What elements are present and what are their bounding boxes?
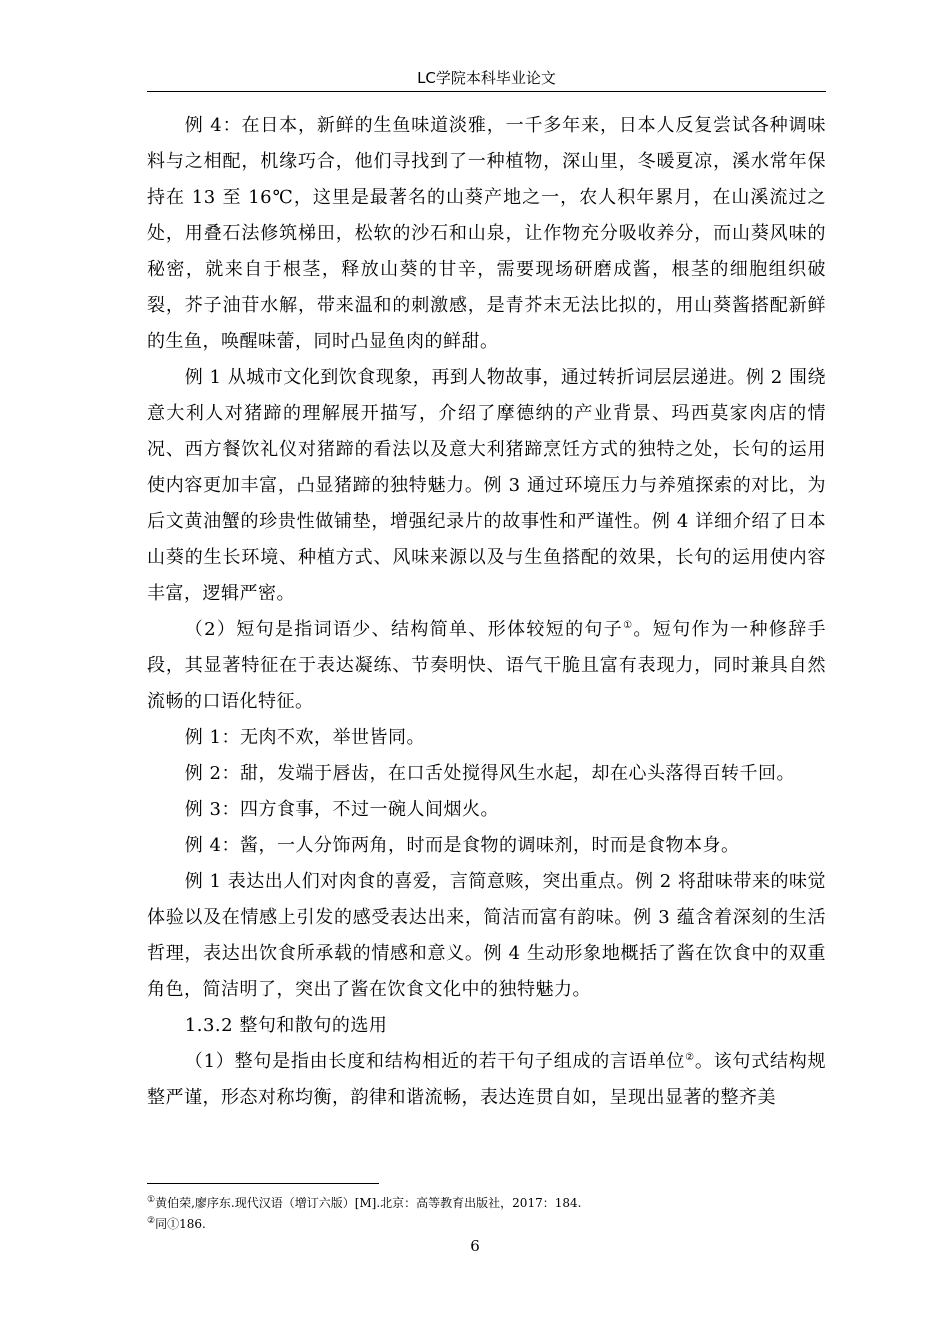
footnote-mark: ① bbox=[147, 1195, 156, 1205]
page-header-title: LC学院本科毕业论文 bbox=[417, 69, 556, 87]
paragraph-long-sentence-analysis: 例 1 从城市文化到饮食现象，再到人物故事，通过转折词层层递进。例 2 围绕意大利人对猪蹄的理解展开描写，介绍了摩德纳的产业背景、玛西莫家肉店的情况、西方餐饮礼仪对猪蹄的看法以及意大利猪蹄烹饪方式的独特之处，长句的运用使内容更加丰富，凸显猪蹄的独特魅力。例 3 通过环境压力与养殖探索的对比，为后文黄油蟹的珍贵性做铺垫，增强纪录片的故事性和严谨性。例 4 详细介绍了日本山葵的生长环境、种植方式、风味来源以及与生鱼搭配的效果，长句的运用使内容丰富，逻辑严密。 bbox=[147, 367, 826, 604]
example-line-2: 例 2：甜，发端于唇齿，在口舌处搅得风生水起，却在心头落得百转千回。 bbox=[184, 763, 795, 784]
footnote-ref-2[interactable]: ② bbox=[685, 1052, 695, 1063]
example-line-1: 例 1：无肉不欢，举世皆同。 bbox=[184, 727, 425, 748]
paragraph-short-sentence-analysis: 例 1 表达出人们对肉食的喜爱，言简意赅，突出重点。例 2 将甜味带来的味觉体验以及在情感上引发的感受表达出来，简洁而富有韵味。例 3 蕴含着深刻的生活哲理，表达出饮食所承载的情感和意义。例 4 生动形象地概括了酱在饮食中的双重角色，简洁明了，突出了酱在饮食文化中的独特魅力。 bbox=[147, 871, 826, 1000]
paragraph-short-sentence-definition bbox=[147, 612, 826, 720]
footnote-1 bbox=[147, 1191, 826, 1212]
page-number: 6 bbox=[470, 1237, 480, 1255]
whole-sentence-text-before: （1）整句是指由长度和结构相近的若干句子组成的言语单位 bbox=[184, 1051, 686, 1072]
whole-sentence-text-after: 。该句式结构规整严谨，形态对称均衡，韵律和谐流畅，表达连贯自如，呈现出显著的整齐美 bbox=[147, 1051, 827, 1108]
section-heading: 1.3.2 整句和散句的选用 bbox=[184, 1015, 388, 1036]
footnote-mark: ② bbox=[147, 1216, 156, 1226]
paragraph-whole-sentence-definition bbox=[147, 1044, 826, 1116]
footnote-text: 同①186. bbox=[155, 1217, 206, 1231]
example-line-3: 例 3：四方食事，不过一碗人间烟火。 bbox=[184, 799, 499, 820]
short-sentence-text-after: 。短句作为一种修辞手段，其显著特征在于表达凝练、节奏明快、语气干脆且富有表现力，同时兼具自然流畅的口语化特征。 bbox=[147, 619, 826, 712]
footnote-2 bbox=[147, 1212, 826, 1233]
footnotes bbox=[147, 1191, 826, 1233]
footnote-divider bbox=[147, 1183, 379, 1184]
footnote-text: 黄伯荣,廖序东.现代汉语（增订六版）[M].北京：高等教育出版社，2017：184. bbox=[155, 1196, 582, 1210]
paragraph-example-4-wasabi: 例 4：在日本，新鲜的生鱼味道淡雅，一千多年来，日本人反复尝试各种调味料与之相配，机缘巧合，他们寻找到了一种植物，深山里，冬暖夏凉，溪水常年保持在 13 至 16℃，这里是最著名的山葵产地之一，农人积年累月，在山溪流过之处，用叠石法修筑梯田，松软的沙石和山泉，让作物充分吸收养分，而山葵风味的秘密，就来自于根茎，释放山葵的甘辛，需要现场研磨成酱，根茎的细胞组织破裂，芥子油苷水解，带来温和的刺激感，是青芥末无法比拟的，用山葵酱搭配新鲜的生鱼，唤醒味蕾，同时凸显鱼肉的鲜甜。 bbox=[147, 115, 826, 352]
main-body bbox=[147, 108, 826, 1116]
footnote-ref-1[interactable]: ① bbox=[623, 620, 634, 631]
example-line-4: 例 4：酱，一人分饰两角，时而是食物的调味剂，时而是食物本身。 bbox=[184, 835, 740, 856]
short-sentence-text-before: （2）短句是指词语少、结构简单、形体较短的句子 bbox=[184, 619, 624, 640]
header-divider bbox=[147, 91, 826, 92]
